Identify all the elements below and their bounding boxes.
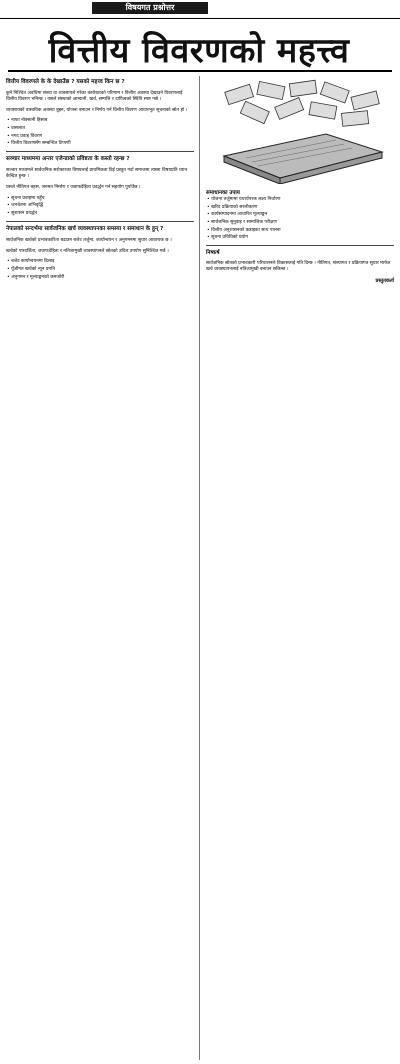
- question-heading-1: वित्तीय विवरणले के के देखाउँछ ? यसको महत्त्व किन छ ?: [6, 79, 125, 85]
- list-item: • नाफा नोक्सानी हिसाब: [13, 118, 194, 124]
- list-item: • वित्तीय अनुशासनको कडाइका साथ पालना: [213, 228, 394, 234]
- list-item: • सार्वजनिक सुनुवाइ र सामाजिक परीक्षण: [213, 220, 394, 226]
- list-item: • अनुगमन र मूल्याङ्कनको कमजोरी: [13, 275, 194, 281]
- title-rule: [8, 70, 392, 72]
- section-label: विषयगत प्रश्नोत्तर: [92, 2, 208, 14]
- section-rule: [206, 245, 394, 246]
- author-credit: प्रस्तुतकर्ता: [375, 278, 394, 285]
- list-item: • वासलात: [13, 126, 194, 132]
- article-title: वित्तीय विवरणको महत्त्व: [48, 31, 350, 71]
- section-rule: [6, 221, 194, 222]
- paragraph: कुनै निश्चित अवधिमा संस्था वा व्यवसायले गरेका कारोबारको परिणाम र वित्तीय अवस्था देखाउने विवरणलाई वित्तीय विवरण भनिन्छ । यसले संस्थाको आम्दानी, खर्च, सम्पत्ति र दायित्वको स्थिति स्पष्ट गर्छ ।: [6, 90, 183, 102]
- list-item: • जनचेतना अभिवृद्धि: [13, 203, 194, 209]
- book-money-illustration: [206, 78, 394, 184]
- paragraph: सार्वजनिक खर्चको प्रभावकारिता बढाउन बजेट तर्जुमा, कार्यान्वयन र अनुगमनमा सुधार आवश्यक छ ।: [6, 237, 172, 243]
- list-item: • सुशासन प्रवर्द्धन: [13, 211, 194, 217]
- list-item: • पूँजीगत खर्चको न्यून प्रगति: [13, 267, 194, 273]
- list-item: • सूचना प्रवाहमा पहुँच: [13, 196, 194, 202]
- paragraph: सञ्चार माध्यमले सार्वजनिक सरोकारका विषयलाई प्राथमिकता दिई प्रस्तुत गर्दा समाजमा त्यस्ता विषयप्रति ध्यान केन्द्रित हुन्छ ।: [6, 167, 188, 180]
- subheading: निष्कर्ष: [206, 250, 220, 257]
- list-item: • योजना तर्जुमामा यथार्थपरक लक्ष्य निर्धारण: [213, 197, 394, 203]
- list-item: • कार्यसम्पादनमा आधारित मूल्याङ्कन: [213, 212, 394, 218]
- section-rule: [6, 151, 194, 152]
- paragraph: खर्चको पारदर्शिता, जवाफदेहिता र नतिजामुखी व्यवस्थापनले स्रोतको उचित उपयोग सुनिश्चित गर्छ ।: [6, 248, 169, 254]
- list-item: • नगद प्रवाह विवरण: [13, 134, 194, 140]
- list-item: • वित्तीय विवरणसँग सम्बन्धित टिप्पणी: [13, 141, 194, 147]
- paragraph: यसले नीतिगत बहस, जनमत निर्माण र जवाफदेहिता प्रवर्द्धन गर्न सहयोग पुर्याउँछ ।: [6, 184, 141, 190]
- right-column: [206, 188, 394, 284]
- list-item: • बजेट कार्यान्वयनमा ढिलाइ: [13, 259, 194, 265]
- column-divider: [199, 76, 200, 1060]
- left-column: [6, 76, 194, 282]
- section-header-bar: [0, 0, 400, 19]
- question-heading-3: नेपालको सन्दर्भमा सार्वजनिक खर्च व्यवस्थापनका समस्या र समाधान के हुन् ?: [6, 226, 164, 233]
- paragraph: सार्वजनिक स्रोतको प्रभावकारी परिचालनले विकासलाई गति दिन्छ । नीतिगत, संस्थागत र प्रक्रियागत सुधार मार्फत खर्च व्यवस्थापनलाई नतिजामुखी बनाउन सकिन्छ ।: [206, 261, 391, 273]
- question-heading-2: सञ्चार माध्यममा अन्तर एजेन्डाको प्रविष्टता के कस्तो रहन्छ ?: [6, 156, 130, 163]
- list-item: • खरिद प्रक्रियाको सरलीकरण: [213, 205, 394, 211]
- subheading: समाधानका उपाय: [206, 190, 240, 196]
- paragraph: व्यवसायको वास्तविक अवस्था बुझ्न, योजना बनाउन र निर्णय गर्न वित्तीय विवरण आधारभूत सूचनाको स्रोत हो ।: [6, 107, 188, 113]
- list-item: • सूचना प्रविधिको प्रयोग: [213, 235, 394, 241]
